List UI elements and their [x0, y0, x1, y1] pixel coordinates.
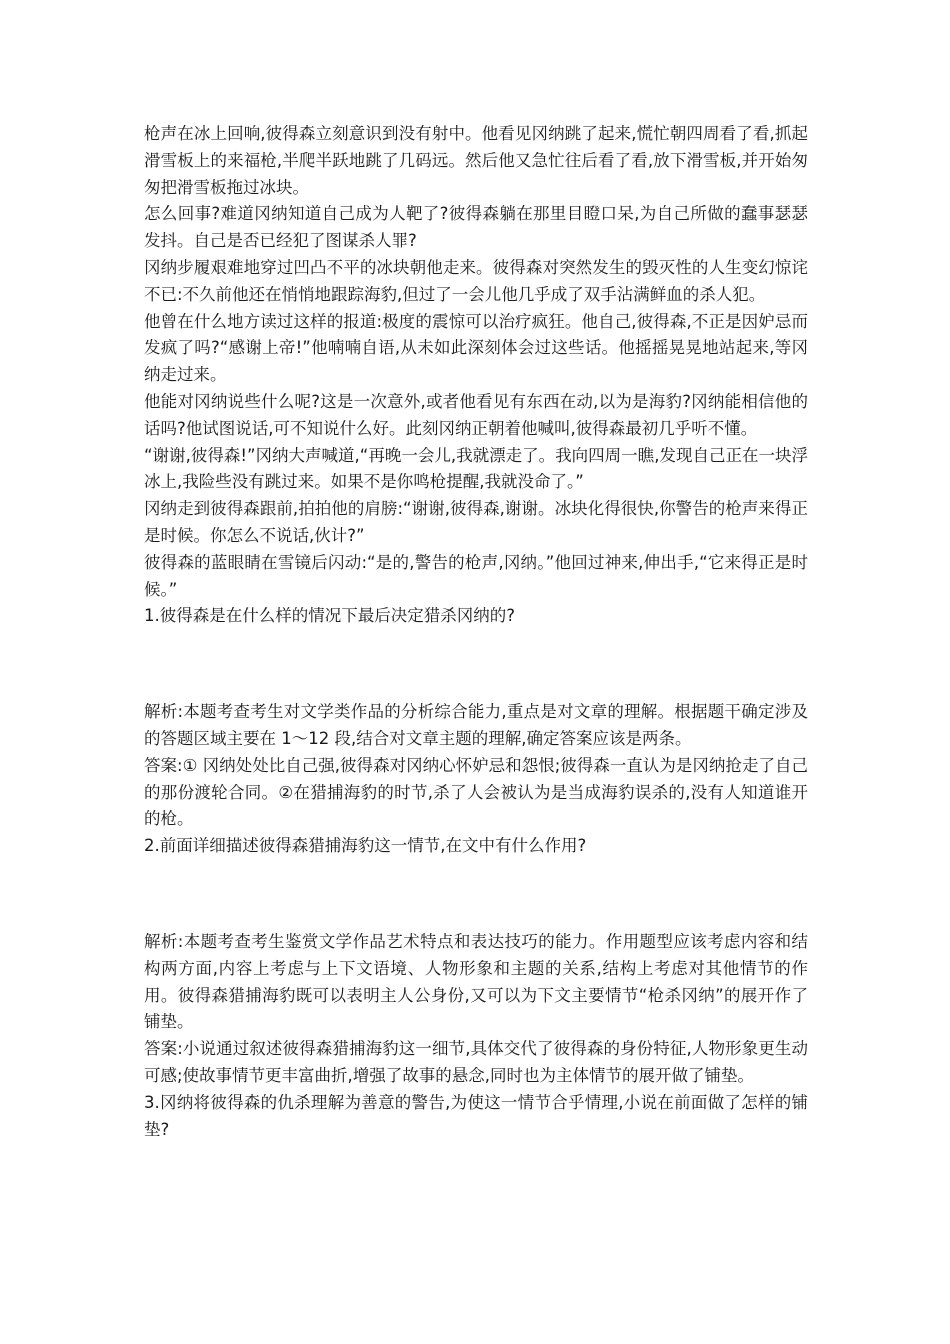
answer-space-1 — [144, 630, 808, 699]
question-2-analysis: 解析:本题考查考生鉴赏文学作品艺术特点和表达技巧的能力。作用题型应该考虑内容和结构两方面,内容上考虑与上下文语境、人物形象和主题的关系,结构上考虑对其他情节的作用。彼得森猎捕海豹既可以表明主人公身份,又可以为下文主要情节“枪杀冈纳”的展开作了铺垫。 — [144, 931, 808, 1032]
question-1-answer: 答案:① 冈纳处处比自己强,彼得森对冈纳心怀妒忌和怨恨;彼得森一直认为是冈纳抢走了自己的那份渡轮合同。②在猎捕海豹的时节,杀了人会被认为是当成海豹误杀的,没有人知道谁开的枪。 — [144, 755, 808, 829]
question-3-prompt: 3.冈纳将彼得森的仇杀理解为善意的警告,为使这一情节合乎情理,小说在前面做了怎样的铺垫? — [144, 1092, 808, 1139]
question-2-prompt: 2.前面详细描述彼得森猎捕海豹这一情节,在文中有什么作用? — [144, 836, 587, 856]
question-2-answer: 答案:小说通过叙述彼得森猎捕海豹这一细节,具体交代了彼得森的身份特征,人物形象更生动可感;使故事情节更丰富曲折,增强了故事的悬念,同时也为主体情节的展开做了铺垫。 — [144, 1039, 808, 1085]
story-paragraph-5: 他能对冈纳说些什么呢?这是一次意外,或者他看见有东西在动,以为是海豹?冈纳能相信他的话吗?他试图说话,可不知说什么好。此刻冈纳正朝着他喊叫,彼得森最初几乎听不懂。 — [144, 391, 808, 438]
document-body — [144, 121, 808, 1143]
story-paragraph-4: 他曾在什么地方读过这样的报道:极度的震惊可以治疗疯狂。他自己,彼得森,不正是因妒忌而发疯了吗?“感谢上帝!”他喃喃自语,从未如此深刻体会过这些话。他摇摇晃晃地站起来,等冈纳走过来。 — [144, 311, 808, 385]
story-paragraph-8: 彼得森的蓝眼睛在雪镜后闪动:“是的,警告的枪声,冈纳。”他回过神来,伸出手,“它来得正是时候。” — [144, 552, 808, 599]
question-1-analysis: 解析:本题考查考生对文学类作品的分析综合能力,重点是对文章的理解。根据题干确定涉及的答题区域主要在 1～12 段,结合对文章主题的理解,确定答案应该是两条。 — [144, 702, 808, 748]
story-paragraph-1: 枪声在冰上回响,彼得森立刻意识到没有射中。他看见冈纳跳了起来,慌忙朝四周看了看,抓起滑雪板上的来福枪,半爬半跃地跳了几码远。然后他又急忙往后看了看,放下滑雪板,并开始匆匆把滑雪板拖过冰块。 — [144, 124, 808, 197]
question-1-prompt: 1.彼得森是在什么样的情况下最后决定猎杀冈纳的? — [144, 606, 516, 626]
story-paragraph-2: 怎么回事?难道冈纳知道自己成为人靶了?彼得森躺在那里目瞪口呆,为自己所做的蠢事瑟瑟发抖。自己是否已经犯了图谋杀人罪? — [144, 204, 808, 251]
answer-space-2 — [144, 860, 808, 929]
story-paragraph-6: “谢谢,彼得森!”冈纳大声喊道,“再晚一会儿,我就漂走了。我向四周一瞧,发现自己正在一块浮冰上,我险些没有跳过来。如果不是你鸣枪提醒,我就没命了。” — [144, 445, 808, 492]
story-paragraph-7: 冈纳走到彼得森跟前,拍拍他的肩膀:“谢谢,彼得森,谢谢。冰块化得很快,你警告的枪声来得正是时候。你怎么不说话,伙计?” — [144, 499, 808, 545]
story-paragraph-3: 冈纳步履艰难地穿过凹凸不平的冰块朝他走来。彼得森对突然发生的毁灭性的人生变幻惊诧不已:不久前他还在悄悄地跟踪海豹,但过了一会儿他几乎成了双手沾满鲜血的杀人犯。 — [144, 257, 808, 304]
